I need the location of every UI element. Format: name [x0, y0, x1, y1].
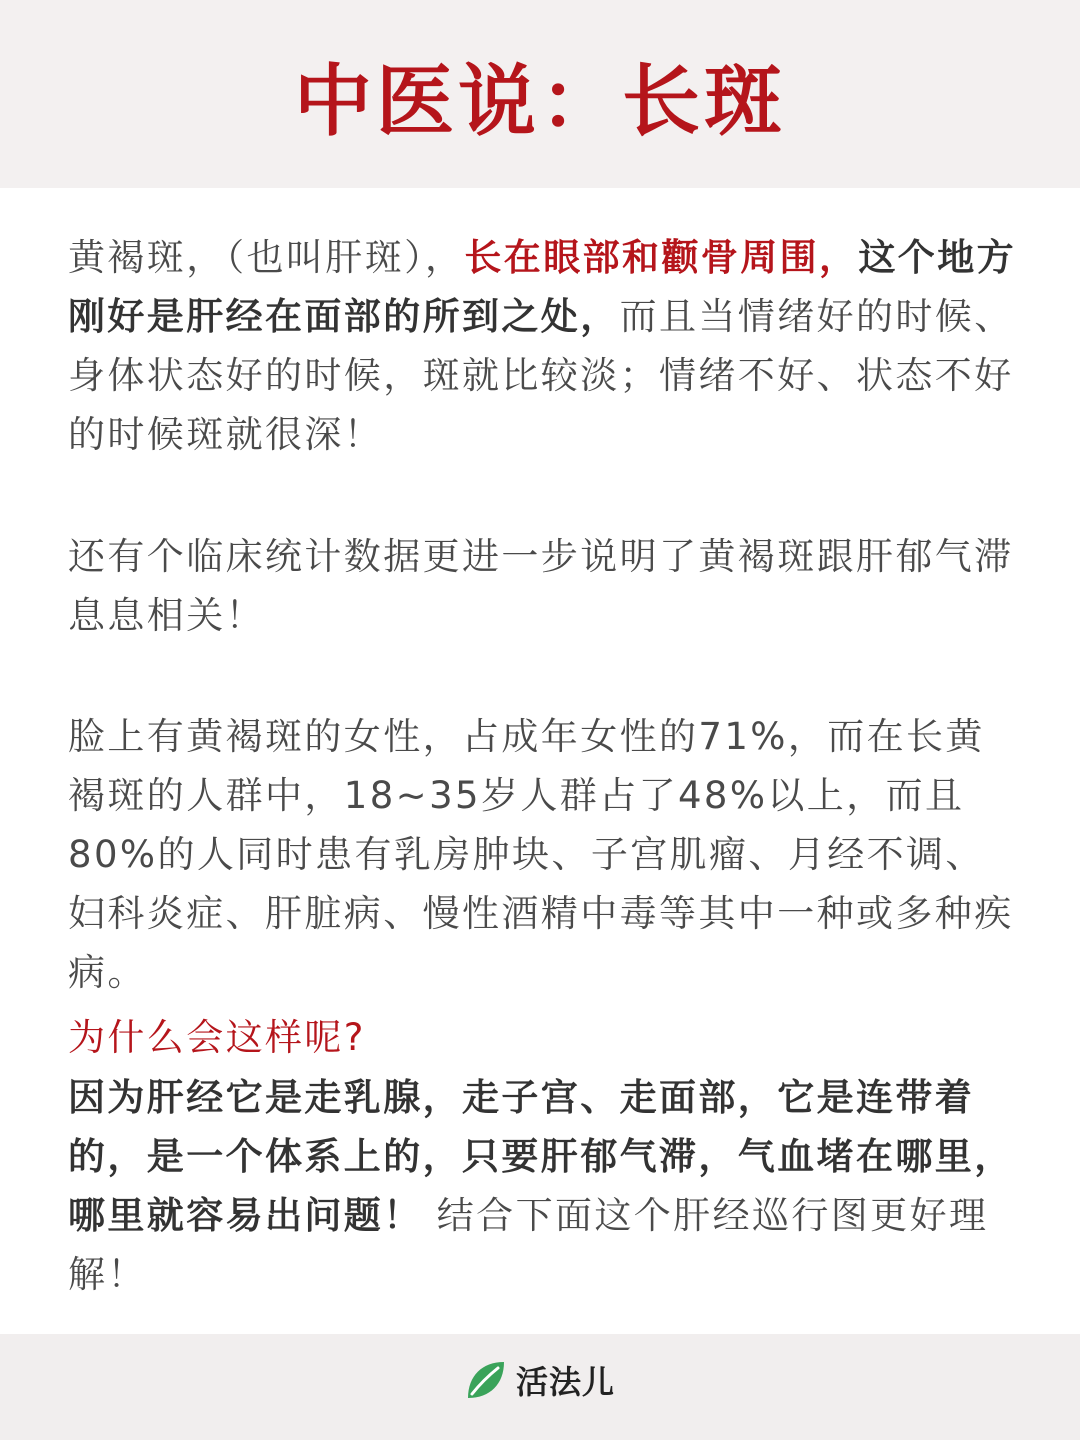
question-heading: 为什么会这样呢?: [68, 1016, 366, 1059]
paragraph-4-rest: 结合下面这个肝经巡行图更好理解！: [68, 1194, 989, 1296]
brand-logo: [464, 1356, 615, 1404]
paragraph-1: [68, 228, 1016, 464]
paragraph-4: [68, 1068, 1016, 1304]
paragraph-3: 脸上有黄褐斑的女性，占成年女性的71%，而在长黄褐斑的人群中，18~35岁人群占了48%以上，而且80%的人同时患有乳房肿块、子宫肌瘤、月经不调、妇科炎症、肝脏病、慢性酒精中毒等其中一种或多种疾病。: [68, 715, 1014, 994]
paragraph-4-bold: 因为肝经它是走乳腺，走子宫、走面部，它是连带着的，是一个体系上的，只要肝郁气滞，气血堵在哪里，哪里就容易出问题！: [68, 1076, 1014, 1237]
paragraph-1-intro: 黄褐斑，（也叫肝斑），: [68, 236, 465, 279]
brand-name: 活法儿: [516, 1363, 616, 1401]
paragraph-1-bold: 这个地方刚好是肝经在面部的所到之处，: [68, 236, 1017, 338]
leaf-icon: [464, 1358, 508, 1402]
paragraph-1-highlight: 长在眼部和颧骨周围，: [464, 236, 859, 279]
paragraph-1-rest: 而且当情绪好的时候、身体状态好的时候，斑就比较淡；情绪不好、状态不好的时候斑就很深！: [68, 295, 1014, 456]
page-title: 中医说：长斑: [293, 56, 786, 147]
paragraph-2: 还有个临床统计数据更进一步说明了黄褐斑跟肝郁气滞息息相关！: [68, 535, 1014, 637]
